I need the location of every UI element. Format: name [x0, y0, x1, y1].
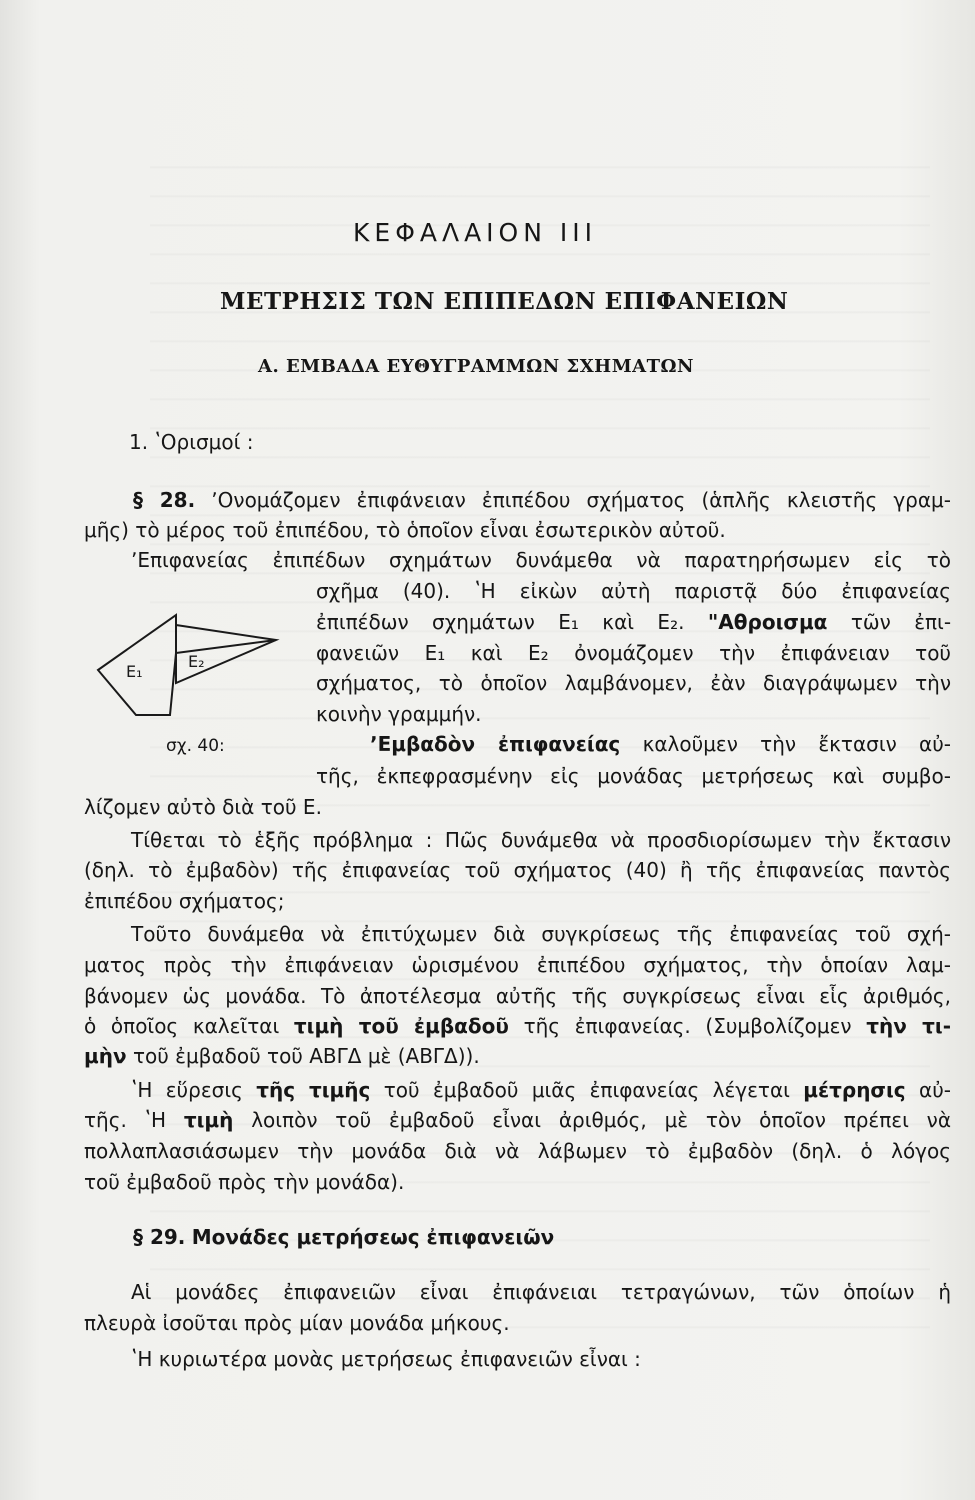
para-problem-line1: Τίθεται τὸ ἑξῆς πρόβλημα : Πῶς δυνάμεθα νὰ προσδιορίσωμεν τὴν ἔκτασιν — [131, 828, 951, 852]
para-sum-line3: ἐπιπέδων σχημάτων Ε₁ καὶ Ε₂. "Αθροισμα τῶν ἐπι- — [316, 610, 952, 634]
para-sum-line4: φανειῶν Ε₁ καὶ Ε₂ ὀνομάζομεν τὴν ἐπιφάνειαν τοῦ — [316, 641, 951, 665]
chapter-heading: ΚΕΦΑΛΑΙΟΝ III — [353, 218, 597, 247]
para28-line2: μῆς) τὸ μέρος τοῦ ἐπιπέδου, τὸ ὁποῖον εἶναι ἐσωτερικὸν αὐτοῦ. — [84, 518, 726, 542]
para-units-line1: Αἱ μονάδες ἐπιφανειῶν εἶναι ἐπιφάνειαι τετραγώνων, τῶν ὁποίων ἡ — [131, 1280, 951, 1304]
chapter-title: ΜΕΤΡΗΣΙΣ ΤΩΝ ΕΠΙΠΕΔΩΝ ΕΠΙΦΑΝΕΙΩΝ — [220, 288, 789, 315]
section-title: Α. ΕΜΒΑΔΑ ΕΥΘΥΓΡΑΜΜΩΝ ΣΧΗΜΑΤΩΝ — [258, 356, 694, 377]
figure-label-e1: E₁ — [126, 662, 143, 681]
para-compare-line5: μὴν τοῦ ἐμβαδοῦ τοῦ ΑΒΓΔ μὲ (ΑΒΓΔ)). — [84, 1044, 480, 1068]
para28-label: § 28. — [133, 488, 196, 512]
figure-label-e2: E₂ — [188, 652, 205, 671]
section29-heading: § 29. Μονάδες μετρήσεως ἐπιφανειῶν — [133, 1225, 555, 1249]
para-units-line2: πλευρὰ ἰσοῦται πρὸς μίαν μονάδα μήκους. — [84, 1311, 510, 1335]
figure-40 — [88, 605, 288, 730]
para-compare-line1: Τοῦτο δυνάμεθα νὰ ἐπιτύχωμεν διὰ συγκρίσεως τῆς ἐπιφανείας τοῦ σχή- — [131, 922, 951, 946]
figure-e1-shape — [98, 615, 276, 715]
para-sum-line6: κοινὴν γραμμήν. — [316, 702, 482, 726]
para-area-line1: ʼΕμβαδὸν ἐπιφανείας καλοῦμεν τὴν ἔκτασιν αὐ- — [370, 732, 952, 756]
para-measure-line2: τῆς. ʽΗ τιμὴ λοιπὸν τοῦ ἐμβαδοῦ εἶναι ἀριθμός, μὲ τὸν ὁποῖον πρέπει νὰ — [84, 1108, 952, 1132]
para-sum-line1: ʼΕπιφανείας ἐπιπέδων σχημάτων δυνάμεθα νὰ παρατηρήσωμεν εἰς τὸ — [131, 548, 951, 572]
figure-caption: σχ. 40: — [166, 736, 225, 756]
para-sum-line2: σχῆμα (40). ʽΗ εἰκὼν αὐτὴ παριστᾷ δύο ἐπιφανείας — [316, 579, 951, 603]
para-measure-line3: πολλαπλασιάσωμεν τὴν μονάδα διὰ νὰ λάβωμεν τὸ ἐμβαδὸν (δηλ. ὁ λόγος — [84, 1139, 951, 1163]
para-compare-line3: βάνομεν ὡς μονάδα. Τὸ ἀποτέλεσμα αὐτῆς τῆς συγκρίσεως εἶναι εἷς ἀριθμός, — [84, 984, 951, 1008]
para-sum-line5: σχήματος, τὸ ὁποῖον λαμβάνομεν, ἐὰν διαγράψωμεν τὴν — [316, 671, 951, 695]
para-measure-line4: τοῦ ἐμβαδοῦ πρὸς τὴν μονάδα). — [84, 1170, 405, 1194]
para-compare-line4: ὁ ὁποῖος καλεῖται τιμὴ τοῦ ἐμβαδοῦ τῆς ἐπιφανείας. (Συμβολίζομεν τὴν τι- — [84, 1014, 952, 1038]
para-problem-line3: ἐπιπέδου σχήματος; — [84, 889, 285, 913]
para-measure-line1: ʽΗ εὕρεσις τῆς τιμῆς τοῦ ἐμβαδοῦ μιᾶς ἐπιφανείας λέγεται μέτρησις αὐ- — [131, 1078, 952, 1102]
para-compare-line2: ματος πρὸς τὴν ἐπιφάνειαν ὡρισμένου ἐπιπέδου σχήματος, τὴν ὁποίαν λαμ- — [84, 953, 951, 977]
para-area-line3: λίζομεν αὐτὸ διὰ τοῦ Ε. — [84, 795, 322, 819]
para-problem-line2: (δηλ. τὸ ἐμβαδὸν) τῆς ἐπιφανείας τοῦ σχήματος (40) ἢ τῆς ἐπιφανείας παντὸς — [84, 858, 951, 882]
para28-line1: § 28. ʼΟνομάζομεν ἐπιφάνειαν ἐπιπέδου σχήματος (ἁπλῆς κλειστῆς γραμ- — [133, 488, 951, 512]
para-area-line2: τῆς, ἐκπεφρασμένην εἰς μονάδας μετρήσεως καὶ συμβο- — [316, 764, 951, 788]
para-units-line3: ʽΗ κυριωτέρα μονὰς μετρήσεως ἐπιφανειῶν εἶναι : — [131, 1347, 641, 1371]
subsection-heading: 1. ʽΟρισμοί : — [129, 430, 254, 454]
